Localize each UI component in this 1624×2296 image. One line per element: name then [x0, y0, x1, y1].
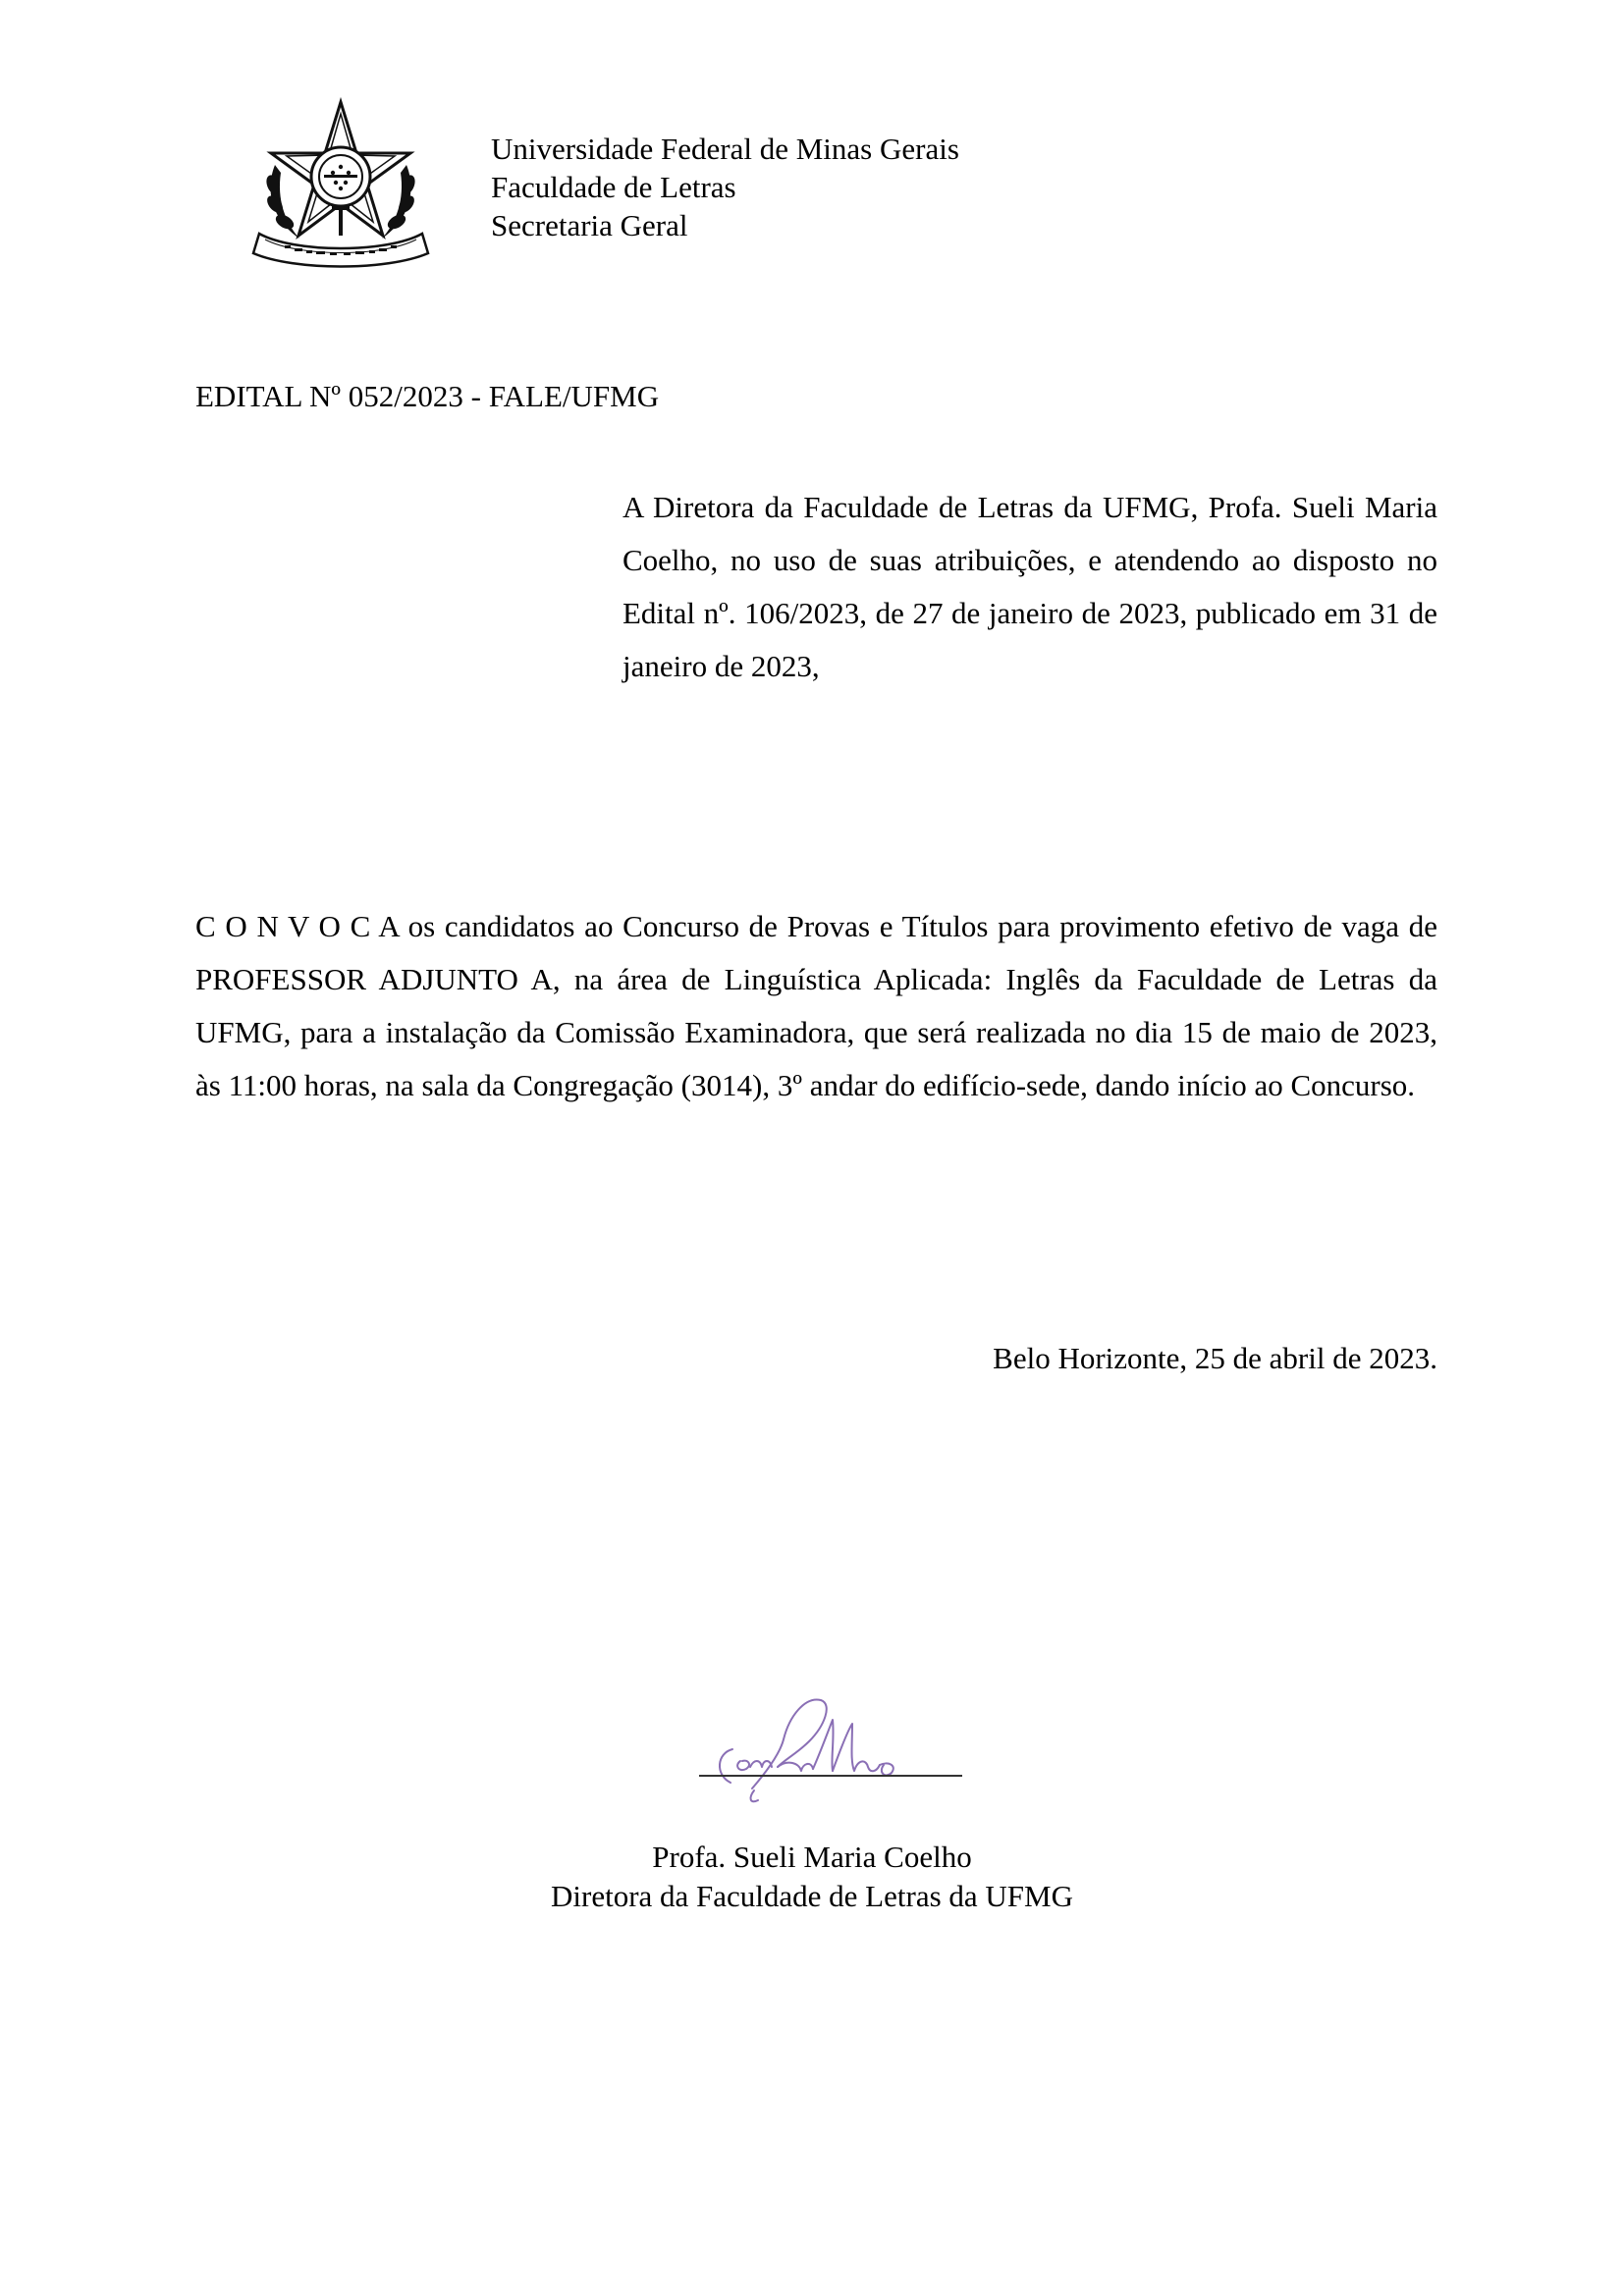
- body-paragraph: [195, 900, 1437, 1112]
- header-secretariat: Secretaria Geral: [491, 208, 688, 242]
- city-date: Belo Horizonte, 25 de abril de 2023.: [993, 1341, 1437, 1375]
- brazil-coat-of-arms-icon: [245, 96, 436, 271]
- intro-paragraph: A Diretora da Faculdade de Letras da UFMG, Profa. Sueli Maria Coelho, no uso de suas atribuições, e atendendo ao disposto no Edital nº. 106/2023, de 27 de janeiro de 2023, publicado em 31 de janeiro de 2023,: [623, 490, 1437, 683]
- header-faculty: Faculdade de Letras: [491, 170, 736, 204]
- signature-line: [699, 1775, 962, 1777]
- signatory-role: Diretora da Faculdade de Letras da UFMG: [551, 1879, 1073, 1913]
- edital-title: EDITAL Nº 052/2023 - FALE/UFMG: [195, 379, 660, 413]
- body-text: os candidatos ao Concurso de Provas e Títulos para provimento efetivo de vaga de PROFESSOR ADJUNTO A, na área de Linguística Aplicada: Inglês da Faculdade de Letras da UFMG, para a instalação da Comissão Examinadora, que será realizada no dia 15 de maio de 2023, às 11:00 horas, na sala da Congregação (3014), 3º andar do edifício-sede, dando início ao Concurso.: [195, 909, 1438, 1102]
- institution-header: [491, 130, 959, 244]
- header-university: Universidade Federal de Minas Gerais: [491, 132, 959, 166]
- handwritten-signature-icon: [695, 1681, 966, 1808]
- signatory-block: [0, 1838, 1624, 1916]
- signatory-name: Profa. Sueli Maria Coelho: [652, 1840, 972, 1874]
- convoca-word: C O N V O C A: [195, 909, 399, 943]
